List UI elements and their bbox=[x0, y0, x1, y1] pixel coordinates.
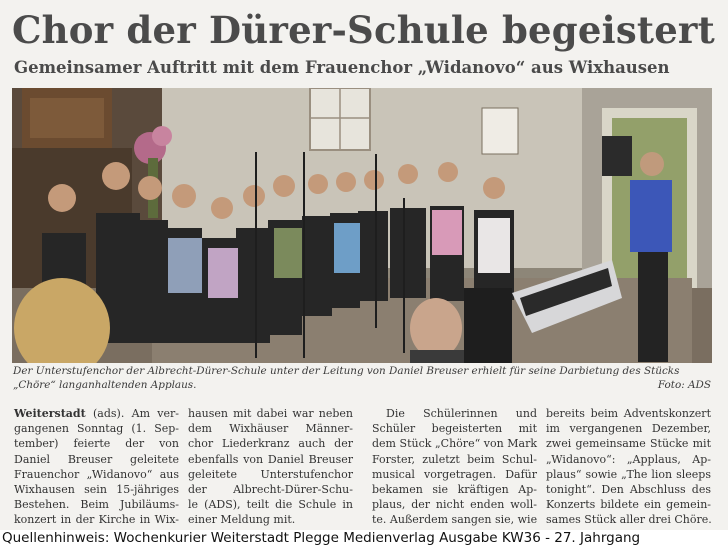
column-line: „Widanovo“: „Applaus, Ap- bbox=[546, 452, 711, 466]
column-line: te. Außerdem sangen sie, wie bbox=[372, 513, 538, 527]
column-line: Konzerts bildete ein gemein- bbox=[546, 498, 711, 512]
choir-performance-photo bbox=[12, 88, 712, 363]
source-note: Quellenhinweis: Wochenkurier Weiterstadt Plegge Medienverlag Ausgabe KW36 - 27. Jahrgang bbox=[2, 530, 641, 546]
column-line: musical vorgetragen. Dafür bbox=[372, 467, 537, 481]
article-column-4 bbox=[546, 406, 711, 528]
article-subheadline: Gemeinsamer Auftritt mit dem Frauenchor „Widanovo“ aus Wixhausen bbox=[14, 58, 670, 77]
column-line: hausen mit dabei war neben bbox=[188, 407, 353, 420]
article-body bbox=[14, 406, 714, 526]
column-line: ebenfalls von Daniel Breuser bbox=[188, 452, 353, 466]
caption-line-2: „Chöre“ langanhaltenden Applaus. bbox=[13, 379, 197, 391]
article-column-3 bbox=[372, 406, 537, 528]
column-line: Daniel Breuser geleitete bbox=[14, 452, 179, 466]
article-headline: Chor der Dürer-Schule begeistert bbox=[12, 8, 715, 52]
column-line: der Albrecht-Dürer-Schu- bbox=[188, 483, 353, 497]
photo-credit: Foto: ADS bbox=[657, 379, 711, 391]
column-line: dem Wixhäuser Männer- bbox=[188, 422, 353, 436]
column-line: im vergangenen Dezember, bbox=[546, 422, 711, 436]
column-line: konzert in der Kirche in Wix- bbox=[14, 513, 179, 527]
column-line: gangenen Sonntag (1. Sep- bbox=[14, 422, 179, 436]
photo-caption bbox=[13, 364, 711, 392]
column-line: bereits beim Adventskonzert bbox=[546, 407, 711, 420]
column-line: Schüler begeisterten mit bbox=[372, 422, 537, 436]
column-line: einer Meldung mit. bbox=[188, 513, 296, 527]
column-line: dem Stück „Chöre“ von Mark bbox=[372, 437, 537, 451]
column-line: Wixhausen sein 15-jähriges bbox=[14, 483, 179, 497]
column-line: plaus“ sowie „The lion sleeps bbox=[546, 467, 711, 481]
column-line: Die Schülerinnen und bbox=[386, 407, 537, 420]
choir-photo-illustration bbox=[12, 88, 712, 363]
caption-line-1: Der Unterstufenchor der Albrecht-Dürer-Schule unter der Leitung von Daniel Breuser erhielt für seine Darbietung des Stücks bbox=[13, 365, 680, 377]
column-line: Bestehen. Beim Jubiläums- bbox=[14, 498, 179, 512]
column-line: chor Liederkranz auch der bbox=[188, 437, 353, 451]
column-line: Frauenchor „Widanovo“ aus bbox=[14, 467, 179, 481]
column-line: Forster, zuletzt beim Schul- bbox=[372, 452, 537, 466]
dateline: Weiterstadt bbox=[14, 407, 86, 420]
column-line: zwei gemeinsame Stücke mit bbox=[546, 437, 711, 451]
column-line: tonight“. Den Abschluss des bbox=[546, 483, 711, 497]
column-line: geleitete Unterstufenchor bbox=[188, 467, 353, 481]
article-column-2 bbox=[188, 406, 353, 528]
column-line: le (ADS), teilt die Schule in bbox=[188, 498, 353, 512]
column-line: bekamen sie kräftigen Ap- bbox=[372, 483, 537, 497]
column-line: sames Stück aller drei Chöre. bbox=[546, 513, 712, 527]
column-line: plaus, der nicht enden woll- bbox=[372, 498, 537, 512]
article-column-1 bbox=[14, 406, 179, 528]
column-line: tember) feierte der von bbox=[14, 437, 179, 451]
column-1-line-1: Weiterstadt (ads). Am ver- bbox=[14, 407, 179, 420]
